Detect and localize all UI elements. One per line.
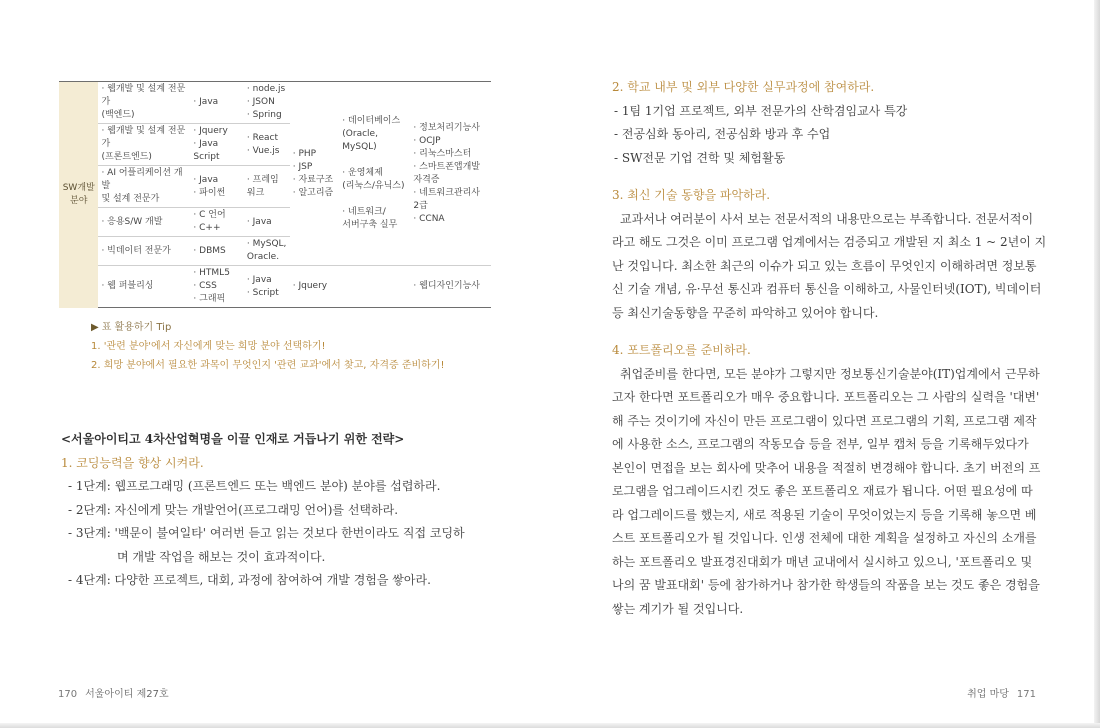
paragraph-line: 교과서나 여러분이 사서 보는 전문서적의 내용만으로는 부족합니다. 전문서적이 [620,211,1034,226]
field-label-cell: SW개발 분야 [59,82,98,308]
publication-title: 서울아이티 제27호 [85,689,169,700]
paragraph-line: 스트 포트폴리오가 될 것입니다. 인생 전체에 대한 계획을 설정하고 자신의 소개를 [612,531,1037,545]
language-cell: · HTML5 · CSS · 그래픽 [193,268,230,304]
tip-title: 표 활용하기 Tip [101,322,172,333]
page-edge-right [1094,0,1100,728]
language-cell: · Java · 파이썬 [193,174,226,198]
framework-cell: · 프레임 워크 [246,174,279,198]
language-cell: · C 언어 · C++ [193,210,226,233]
shared-extra-cell: · PHP · JSP · 자료구조 · 알고리즘 [292,148,334,198]
strategy-heading: <서울아이티고 4차산업혁명을 이끌 인재로 거듭나기 위한 전략> [61,432,405,446]
section-title: 2. 학교 내부 및 외부 다양한 실무과정에 참여하라. [612,80,875,94]
role-cell: · 웹 퍼블리싱 [101,281,154,291]
paragraph-line: 해 주는 것이기에 자신이 만든 프로그램이 있다면 프로그램의 기획, 프로그램 제작 [612,413,1037,428]
framework-cell: · Java · Script [246,274,279,298]
right-folio [967,685,1036,700]
paragraph-line: 등 최신기술동향을 꾸준히 파악하고 있어야 합니다. [612,305,879,320]
shared-subjects-cell: · 데이터베이스 (Oracle, MySQL) · 운영체제 (리눅스/유닉스) · 네트워크/ 서버구축 실무 [342,116,405,230]
language-cell: · Jquery · Java Script [193,126,228,162]
framework-cell: · node.js · JSON · Spring [246,84,286,120]
page-number: 170 [58,689,78,700]
section-title: 3. 최신 기술 동향을 파악하라. [612,188,771,202]
paragraph-line: 라 업그레이드를 했는지, 새로 적용된 기술이 무엇이었는지 등을 기록해 놓으면 베 [612,507,1037,522]
paragraph-line: 난 것입니다. 최소한 최근의 이슈가 되고 있는 흐름이 무엇인지 이해하려면 정보통 [612,258,1037,273]
language-cell: · Java [193,97,219,107]
tip-item: 1. '관련 분야'에서 자신에게 맞는 희망 분야 선택하기! [91,341,326,352]
paragraph-line: 라고 해도 그것은 이미 프로그램 업계에서는 검증되고 개발된 지 최소 1 ~ 2년이 지 [612,235,1047,249]
paragraph-line: 하는 포트폴리오 발표경진대회가 매년 교내에서 실시하고 있으니, '포트폴리오 및 [612,554,1033,569]
page-number: 171 [1016,689,1036,700]
section-name: 취업 마당 [967,689,1009,700]
role-cell: · 응용S/W 개발 [101,216,163,227]
triangle-bullet-icon: ▶ [91,322,99,333]
step-item: - 4단계: 다양한 프로젝트, 대회, 과정에 참여하여 개발 경험을 쌓아라. [68,573,431,587]
role-cell: · 웹개발 및 설계 전문가 (백엔드) [101,84,186,120]
career-table [59,81,491,308]
paragraph-line: 로그램을 업그레이드시킨 것도 좋은 포트폴리오 재료가 됩니다. 어떤 필요성에 따 [612,484,1033,498]
list-item: - SW전문 기업 견학 및 체험활동 [614,150,786,165]
list-item: - 1팀 1기업 프로젝트, 외부 전문가의 산학겸임교사 특강 [614,103,908,118]
shared-certs-cell: · 정보처리기능사 · OCJP · 리눅스마스터 · 스마트폰앱개발 자격증 · 네트워크관리사 2급 · CCNA [413,122,480,224]
paragraph-line: 나의 꿈 발표대회' 등에 참가하거나 참가한 학생들의 작품을 보는 것도 좋은 경험을 [612,578,1040,592]
paragraph-line: 취업준비를 한다면, 모든 분야가 그렇지만 정보통신기술분야(IT)업계에서 근무하 [620,366,1040,381]
step-item: - 2단계: 자신에게 맞는 개발언어(프로그래밍 언어)를 선택하라. [68,502,399,517]
table-tip [91,318,444,375]
step-item: - 3단계: '백문이 불여일타' 여러번 듣고 읽는 것보다 한번이라도 직접 코딩하 [68,526,465,540]
framework-cell: · React · Vue.js [246,132,280,156]
role-cell: · 웹개발 및 설계 전문가 (프론트엔드) [101,126,186,162]
paragraph-line: 신 기술 개념, 유·무선 통신과 컴퓨터 통신을 이해하고, 사물인터넷(IOT), 빅데이터 [612,282,1042,296]
certs-cell: · 웹디자인기능사 [413,281,480,291]
left-folio [58,685,169,700]
right-column [612,76,1047,621]
paragraph-line: 쌓는 계기가 될 것입니다. [612,601,744,616]
framework-cell: · Java [246,216,272,227]
paragraph-line: 고자 한다면 포트폴리오가 매우 중요합니다. 포트폴리오는 그 사람의 실력을 '대변' [612,390,1040,404]
paragraph-line: 본인이 면접을 보는 회사에 맞추어 내용을 적절히 변경해야 합니다. 초기 버전의 프 [612,460,1041,475]
strategy-section [61,428,501,593]
section-title: 4. 포트폴리오를 준비하라. [612,343,751,357]
section-title: 1. 코딩능력을 향상 시켜라. [61,455,204,470]
step-item: - 1단계: 웹프로그래밍 (프론트엔드 또는 백엔드 분야) 분야를 섭렵하라. [68,479,441,493]
step-item-continued: 며 개발 작업을 해보는 것이 효과적이다. [117,549,326,564]
paragraph-line: 에 사용한 소스, 프로그램의 작동모습 등을 전부, 일부 캡처 등을 기록해두었다가 [612,437,1029,451]
role-cell: · AI 어플리케이션 개발 및 설계 전문가 [101,168,183,204]
role-cell: · 빅데이터 전문가 [101,245,171,256]
page-edge-bottom [0,723,1100,728]
language-cell: · DBMS [193,245,226,256]
list-item: - 전공심화 동아리, 전공심화 방과 후 수업 [614,127,831,141]
tip-item: 2. 희망 분야에서 필요한 과목이 무엇인지 '관련 교과'에서 찾고, 자격증 준비하기! [91,360,445,371]
framework-cell: · MySQL, Oracle. [246,239,287,262]
extra-cell: · Jquery [292,281,328,291]
